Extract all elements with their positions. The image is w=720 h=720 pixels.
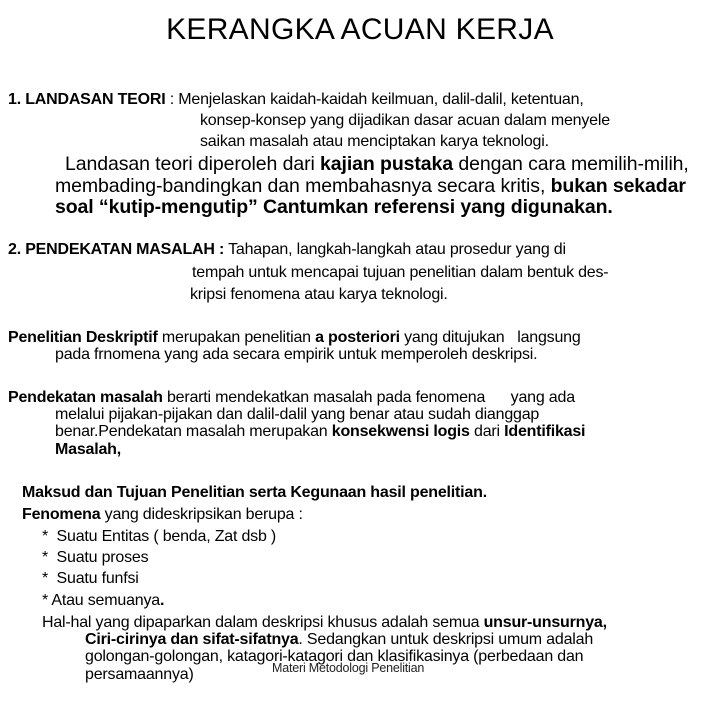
bold-text: Penelitian Deskriptif bbox=[8, 329, 158, 346]
slide-title: KERANGKA ACUAN KERJA bbox=[166, 13, 554, 46]
bold-text: Fenomena bbox=[22, 506, 101, 523]
bold-text: unsur-unsurnya, bbox=[483, 614, 607, 631]
text-line bbox=[22, 506, 303, 524]
text-line bbox=[65, 153, 689, 175]
text-segment: dengan cara memilih-milih, bbox=[453, 153, 689, 175]
text-line bbox=[42, 528, 276, 546]
text-segment: . Sedangkan untuk deskripsi umum adalah bbox=[298, 631, 594, 648]
bold-text: konsekwensi logis bbox=[331, 423, 470, 440]
text-line bbox=[42, 549, 148, 567]
bold-text: 1. LANDASAN TEORI bbox=[8, 91, 166, 108]
text-line bbox=[8, 389, 575, 407]
text-line bbox=[200, 112, 610, 130]
text-segment: golongan-golongan, katagori-katagori dan klasifikasinya (perbedaan dan bbox=[85, 648, 584, 665]
text-segment: membading-bandingkan dan membahasnya secara kritis, bbox=[55, 175, 551, 197]
bold-text: kajian pustaka bbox=[320, 153, 454, 175]
text-segment: saikan masalah atau menciptakan karya teknologi. bbox=[200, 133, 549, 150]
text-line bbox=[8, 91, 584, 109]
text-segment: * Suatu Entitas ( benda, Zat dsb ) bbox=[42, 528, 277, 545]
text-segment: merupakan penelitian bbox=[157, 329, 316, 346]
text-line bbox=[42, 614, 607, 632]
text-segment: Landasan teori diperoleh dari bbox=[65, 153, 321, 175]
text-segment: * Suatu proses bbox=[42, 549, 149, 566]
bold-text: Pendekatan masalah bbox=[8, 389, 163, 406]
bold-text: Ciri-cirinya dan sifat-sifatnya bbox=[85, 631, 299, 648]
text-line bbox=[42, 570, 139, 588]
text-segment: konsep-konsep yang dijadikan dasar acuan dalam menyele bbox=[200, 112, 610, 129]
bold-text: Identifikasi bbox=[504, 423, 586, 440]
text-segment: Hal-hal yang dipaparkan dalam deskripsi khusus adalah semua bbox=[42, 614, 484, 631]
slide-footer: Materi Metodologi Penelitian bbox=[272, 661, 425, 675]
text-segment: Tahapan, langkah-langkah atau prosedur yang di bbox=[224, 241, 566, 258]
text-line bbox=[42, 592, 164, 610]
text-line bbox=[190, 286, 448, 304]
text-segment: tempah untuk mencapai tujuan penelitian dalam bentuk des- bbox=[192, 264, 609, 281]
text-segment: kripsi fenomena atau karya teknologi. bbox=[190, 286, 448, 303]
text-segment: berarti mendekatkan masalah pada fenomena yang ada bbox=[162, 389, 575, 406]
bold-text: a posteriori bbox=[315, 329, 400, 346]
bold-text: Masalah, bbox=[55, 441, 121, 458]
text-line bbox=[55, 406, 539, 424]
text-segment: melalui pijakan-pijakan dan dalil-dalil yang benar atau sudah dianggap bbox=[55, 406, 540, 423]
text-segment: * Atau semuanya bbox=[42, 592, 160, 609]
text-line bbox=[8, 329, 581, 347]
text-line bbox=[85, 631, 593, 649]
text-segment: : Menjelaskan kaidah-kaidah keilmuan, dalil-dalil, ketentuan, bbox=[165, 91, 584, 108]
text-line bbox=[55, 196, 613, 218]
bold-text: bukan sekadar bbox=[550, 175, 686, 197]
text-line bbox=[22, 484, 487, 502]
text-line bbox=[55, 346, 537, 364]
bold-text: Maksud dan Tujuan Penelitian serta Kegunaan hasil penelitian. bbox=[22, 484, 487, 501]
text-segment: persamaannya) bbox=[85, 666, 194, 683]
text-segment: yang dideskripsikan berupa : bbox=[100, 506, 303, 523]
text-segment: benar.Pendekatan masalah merupakan bbox=[55, 423, 332, 440]
text-line bbox=[8, 241, 566, 259]
text-line bbox=[85, 666, 194, 684]
bold-text: . bbox=[159, 592, 165, 609]
text-line bbox=[55, 423, 585, 441]
text-line bbox=[200, 133, 549, 151]
text-line bbox=[55, 175, 686, 197]
text-segment: pada frnomena yang ada secara empirik untuk memperoleh deskripsi. bbox=[55, 346, 538, 363]
text-line bbox=[192, 264, 608, 282]
bold-text: soal “kutip-mengutip” Cantumkan referensi yang digunakan. bbox=[55, 196, 613, 218]
text-segment: dari bbox=[469, 423, 505, 440]
text-segment: * Suatu funfsi bbox=[42, 570, 139, 587]
bold-text: 2. PENDEKATAN MASALAH : bbox=[8, 241, 225, 258]
text-line bbox=[55, 441, 121, 459]
text-segment: yang ditujukan langsung bbox=[399, 329, 581, 346]
